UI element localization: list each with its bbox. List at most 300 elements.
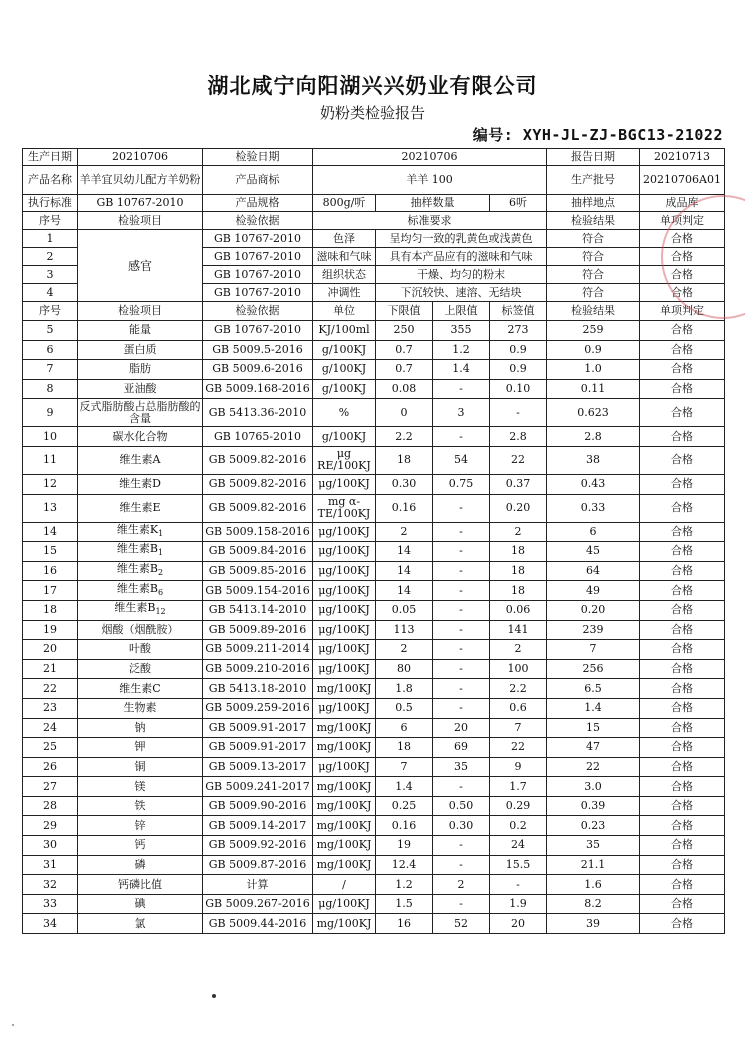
- row-item: [78, 340, 203, 360]
- row-basis: GB 5009.82-2016: [203, 446, 313, 474]
- row-lower: 250: [376, 321, 433, 341]
- row-label-value: 0.37: [490, 474, 547, 494]
- row-lower: 0.08: [376, 379, 433, 399]
- row-unit: μg/100KJ: [313, 640, 376, 660]
- table-row: [23, 494, 725, 522]
- row-upper: 0.50: [433, 796, 490, 816]
- test-date: 20210706: [313, 149, 547, 166]
- row-item-label: 钙磷比值: [118, 877, 162, 891]
- row-result: 6: [547, 522, 640, 542]
- table-row: [23, 718, 725, 738]
- row-upper: 1.4: [433, 360, 490, 380]
- row-item: [78, 474, 203, 494]
- row-no: 17: [23, 581, 78, 601]
- row-lower: 14: [376, 561, 433, 581]
- sample-qty-label: 抽样数量: [376, 195, 490, 212]
- row-result: 47: [547, 738, 640, 758]
- row-item-subscript: 1: [158, 528, 164, 538]
- row-basis: GB 5009.44-2016: [203, 914, 313, 934]
- row-upper: -: [433, 561, 490, 581]
- row-label-value: 0.9: [490, 340, 547, 360]
- row-basis: GB 10767-2010: [203, 230, 313, 248]
- row-no: 9: [23, 399, 78, 427]
- row-basis: GB 5009.91-2017: [203, 718, 313, 738]
- row-basis: GB 5413.18-2010: [203, 679, 313, 699]
- row-basis: 计算: [203, 875, 313, 895]
- row-upper: 0.30: [433, 816, 490, 836]
- row-result: 0.39: [547, 796, 640, 816]
- ink-dot: [212, 994, 216, 998]
- col-header-result: 检验结果: [547, 212, 640, 230]
- row-judgement: 合格: [640, 659, 725, 679]
- row-result: 35: [547, 836, 640, 856]
- row-upper: -: [433, 581, 490, 601]
- row-label-value: 18: [490, 542, 547, 562]
- row-basis: GB 5009.211-2014: [203, 640, 313, 660]
- inspection-table: [22, 148, 725, 934]
- row-upper: 54: [433, 446, 490, 474]
- row-result: 0.43: [547, 474, 640, 494]
- table-row: [23, 738, 725, 758]
- row-upper: -: [433, 542, 490, 562]
- col-header-judge: 单项判定: [640, 302, 725, 321]
- batch: 20210706A01: [640, 166, 725, 195]
- row-result: 1.4: [547, 698, 640, 718]
- row-unit: g/100KJ: [313, 379, 376, 399]
- document-number: 编号: XYH-JL-ZJ-BGC13-21022: [472, 126, 723, 144]
- row-lower: 0.5: [376, 698, 433, 718]
- info-row-1: [23, 149, 725, 166]
- row-basis: GB 5009.82-2016: [203, 494, 313, 522]
- row-item-label: 铜: [134, 759, 146, 773]
- row-item-label: 维生素C: [119, 681, 161, 695]
- row-label-value: -: [490, 399, 547, 427]
- row-label-value: 2.8: [490, 427, 547, 447]
- row-upper: -: [433, 494, 490, 522]
- row-no: 1: [23, 230, 78, 248]
- row-basis: GB 5009.91-2017: [203, 738, 313, 758]
- main-header-row: [23, 302, 725, 321]
- col-header-no: 序号: [23, 302, 78, 321]
- row-label-value: 22: [490, 446, 547, 474]
- table-row: [23, 561, 725, 581]
- row-label-value: 0.10: [490, 379, 547, 399]
- row-lower: 1.8: [376, 679, 433, 699]
- row-upper: 69: [433, 738, 490, 758]
- row-label-value: 15.5: [490, 855, 547, 875]
- row-judgement: 合格: [640, 474, 725, 494]
- row-item: [78, 542, 203, 562]
- brand: 羊羊 100: [313, 166, 547, 195]
- row-judgement: 合格: [640, 284, 725, 302]
- row-no: 23: [23, 698, 78, 718]
- row-item-label: 生物素: [123, 701, 157, 715]
- row-lower: 0.7: [376, 340, 433, 360]
- row-upper: -: [433, 659, 490, 679]
- row-item: [78, 816, 203, 836]
- row-judgement: 合格: [640, 427, 725, 447]
- row-item: [78, 620, 203, 640]
- row-no: 28: [23, 796, 78, 816]
- row-unit: μg/100KJ: [313, 894, 376, 914]
- row-unit: μg/100KJ: [313, 474, 376, 494]
- row-result: 1.6: [547, 875, 640, 895]
- row-lower: 1.2: [376, 875, 433, 895]
- report-date: 20210713: [640, 149, 725, 166]
- table-row: [23, 360, 725, 380]
- row-upper: 0.75: [433, 474, 490, 494]
- table-row: [23, 427, 725, 447]
- row-unit: μg/100KJ: [313, 522, 376, 542]
- row-basis: GB 5413.14-2010: [203, 600, 313, 620]
- row-item: [78, 399, 203, 427]
- row-unit: %: [313, 399, 376, 427]
- spec-label: 产品规格: [203, 195, 313, 212]
- row-no: 26: [23, 757, 78, 777]
- row-lower: 0.30: [376, 474, 433, 494]
- row-item-label: 钾: [134, 740, 146, 754]
- row-lower: 2: [376, 640, 433, 660]
- row-item: [78, 738, 203, 758]
- row-result: 15: [547, 718, 640, 738]
- row-no: 31: [23, 855, 78, 875]
- row-label-value: 100: [490, 659, 547, 679]
- row-upper: 52: [433, 914, 490, 934]
- row-lower: 12.4: [376, 855, 433, 875]
- table-row: [23, 600, 725, 620]
- row-judgement: 合格: [640, 561, 725, 581]
- row-no: 22: [23, 679, 78, 699]
- row-unit: mg/100KJ: [313, 796, 376, 816]
- row-upper: 1.2: [433, 340, 490, 360]
- row-basis: GB 5009.92-2016: [203, 836, 313, 856]
- row-unit: mg/100KJ: [313, 777, 376, 797]
- row-unit: mg α-TE/100KJ: [313, 494, 376, 522]
- row-item-label: 脂肪: [129, 362, 151, 376]
- row-result: 2.8: [547, 427, 640, 447]
- row-result: 6.5: [547, 679, 640, 699]
- row-item: [78, 427, 203, 447]
- row-basis: GB 5009.5-2016: [203, 340, 313, 360]
- row-judgement: 合格: [640, 522, 725, 542]
- col-header-item: 检验项目: [78, 212, 203, 230]
- row-item-label: 叶酸: [129, 642, 151, 656]
- row-result: 符合: [547, 266, 640, 284]
- row-item: [78, 522, 203, 542]
- table-row: [23, 698, 725, 718]
- row-judgement: 合格: [640, 494, 725, 522]
- row-lower: 0: [376, 399, 433, 427]
- row-result: 21.1: [547, 855, 640, 875]
- sample-loc-label: 抽样地点: [547, 195, 640, 212]
- row-judgement: 合格: [640, 360, 725, 380]
- row-no: 11: [23, 446, 78, 474]
- row-basis: GB 10767-2010: [203, 284, 313, 302]
- row-item: [78, 796, 203, 816]
- row-basis: GB 5009.90-2016: [203, 796, 313, 816]
- row-result: 符合: [547, 248, 640, 266]
- table-row: [23, 777, 725, 797]
- row-judgement: 合格: [640, 914, 725, 934]
- row-result: 38: [547, 446, 640, 474]
- row-item: [78, 379, 203, 399]
- row-no: 33: [23, 894, 78, 914]
- row-unit: μg/100KJ: [313, 581, 376, 601]
- row-judgement: 合格: [640, 542, 725, 562]
- row-judgement: 合格: [640, 640, 725, 660]
- row-judgement: 合格: [640, 581, 725, 601]
- row-item: [78, 757, 203, 777]
- row-unit: mg/100KJ: [313, 836, 376, 856]
- row-no: 20: [23, 640, 78, 660]
- report-title: 奶粉类检验报告: [319, 104, 425, 122]
- table-row: [23, 679, 725, 699]
- row-unit: mg/100KJ: [313, 855, 376, 875]
- row-label-value: 0.06: [490, 600, 547, 620]
- row-item-label: 反式脂肪酸占总脂肪酸的含量: [79, 399, 201, 425]
- row-unit: mg/100KJ: [313, 679, 376, 699]
- row-basis: GB 10765-2010: [203, 427, 313, 447]
- row-label-value: 2: [490, 522, 547, 542]
- table-row: [23, 474, 725, 494]
- report-date-label: 报告日期: [547, 149, 640, 166]
- row-label-value: 0.6: [490, 698, 547, 718]
- row-judgement: 合格: [640, 757, 725, 777]
- row-item: [78, 894, 203, 914]
- row-unit: μg/100KJ: [313, 561, 376, 581]
- row-upper: -: [433, 379, 490, 399]
- row-item-label: 能量: [129, 323, 151, 337]
- row-result: 239: [547, 620, 640, 640]
- row-item: [78, 360, 203, 380]
- row-label-value: 1.7: [490, 777, 547, 797]
- row-unit: μg/100KJ: [313, 600, 376, 620]
- sensory-aspect: 滋味和气味: [313, 248, 376, 266]
- row-no: 15: [23, 542, 78, 562]
- sensory-category: 感官: [78, 230, 203, 302]
- row-lower: 7: [376, 757, 433, 777]
- row-result: 49: [547, 581, 640, 601]
- sensory-header-row: [23, 212, 725, 230]
- row-item: [78, 561, 203, 581]
- row-lower: 0.16: [376, 494, 433, 522]
- row-item-label: 维生素A: [119, 453, 161, 467]
- row-lower: 6: [376, 718, 433, 738]
- row-lower: 80: [376, 659, 433, 679]
- col-header-basis: 检验依据: [203, 302, 313, 321]
- row-item: [78, 679, 203, 699]
- row-judgement: 合格: [640, 230, 725, 248]
- row-no: 34: [23, 914, 78, 934]
- standard: GB 10767-2010: [78, 195, 203, 212]
- row-judgement: 合格: [640, 855, 725, 875]
- row-item-label: 碳水化合物: [112, 429, 168, 443]
- row-label-value: 0.9: [490, 360, 547, 380]
- row-result: 22: [547, 757, 640, 777]
- table-row: [23, 446, 725, 474]
- row-upper: -: [433, 836, 490, 856]
- row-item-subscript: 6: [158, 587, 164, 597]
- table-row: [23, 620, 725, 640]
- row-unit: μg/100KJ: [313, 542, 376, 562]
- row-lower: 16: [376, 914, 433, 934]
- row-basis: GB 5009.210-2016: [203, 659, 313, 679]
- product-name: 羊羊宜贝幼儿配方羊奶粉: [78, 166, 203, 195]
- table-row: [23, 836, 725, 856]
- row-unit: g/100KJ: [313, 360, 376, 380]
- row-unit: μg RE/100KJ: [313, 446, 376, 474]
- sensory-requirement: 具有本产品应有的滋味和气味: [376, 248, 547, 266]
- table-row: [23, 340, 725, 360]
- row-no: 6: [23, 340, 78, 360]
- row-item: [78, 777, 203, 797]
- row-result: 8.2: [547, 894, 640, 914]
- company-name: 湖北咸宁向阳湖兴兴奶业有限公司: [207, 74, 538, 98]
- row-unit: /: [313, 875, 376, 895]
- row-no: 7: [23, 360, 78, 380]
- row-judgement: 合格: [640, 698, 725, 718]
- row-no: 5: [23, 321, 78, 341]
- row-basis: GB 5009.85-2016: [203, 561, 313, 581]
- row-item-label: 维生素E: [119, 501, 161, 515]
- row-result: 符合: [547, 230, 640, 248]
- row-basis: GB 10767-2010: [203, 248, 313, 266]
- row-upper: -: [433, 777, 490, 797]
- row-judgement: 合格: [640, 600, 725, 620]
- row-result: 3.0: [547, 777, 640, 797]
- row-basis: GB 5009.13-2017: [203, 757, 313, 777]
- row-item-label: 维生素K: [116, 522, 159, 536]
- col-header-unit: 单位: [313, 302, 376, 321]
- row-upper: 355: [433, 321, 490, 341]
- row-upper: -: [433, 855, 490, 875]
- row-label-value: 141: [490, 620, 547, 640]
- row-no: 32: [23, 875, 78, 895]
- row-result: 0.11: [547, 379, 640, 399]
- sensory-aspect: 色泽: [313, 230, 376, 248]
- row-lower: 18: [376, 446, 433, 474]
- sample-loc: 成品库: [640, 195, 725, 212]
- row-item-label: 维生素B: [114, 601, 156, 615]
- row-no: 13: [23, 494, 78, 522]
- row-judgement: 合格: [640, 718, 725, 738]
- row-item-label: 钙: [134, 838, 146, 852]
- table-row: [23, 640, 725, 660]
- row-judgement: 合格: [640, 796, 725, 816]
- row-item: [78, 446, 203, 474]
- table-row: [23, 542, 725, 562]
- row-no: 10: [23, 427, 78, 447]
- row-item: [78, 494, 203, 522]
- col-header-label: 标签值: [490, 302, 547, 321]
- row-upper: -: [433, 894, 490, 914]
- row-judgement: 合格: [640, 777, 725, 797]
- row-result: 256: [547, 659, 640, 679]
- row-result: 7: [547, 640, 640, 660]
- row-item-label: 烟酸（烟酰胺）: [101, 622, 179, 636]
- col-header-requirement: 标准要求: [313, 212, 547, 230]
- row-item-label: 铁: [134, 799, 146, 813]
- row-item-label: 维生素B: [116, 542, 158, 556]
- row-no: 24: [23, 718, 78, 738]
- row-item: [78, 875, 203, 895]
- row-lower: 2: [376, 522, 433, 542]
- row-unit: g/100KJ: [313, 427, 376, 447]
- row-lower: 0.7: [376, 360, 433, 380]
- row-basis: GB 5009.241-2017: [203, 777, 313, 797]
- table-row: [23, 399, 725, 427]
- row-item-label: 氯: [134, 916, 146, 930]
- row-unit: mg/100KJ: [313, 914, 376, 934]
- info-row-3: [23, 195, 725, 212]
- table-row: [23, 796, 725, 816]
- row-judgement: 合格: [640, 321, 725, 341]
- col-header-basis: 检验依据: [203, 212, 313, 230]
- row-label-value: 1.9: [490, 894, 547, 914]
- row-upper: 2: [433, 875, 490, 895]
- row-label-value: 2.2: [490, 679, 547, 699]
- row-basis: GB 5009.154-2016: [203, 581, 313, 601]
- row-no: 29: [23, 816, 78, 836]
- table-row: [23, 816, 725, 836]
- row-label-value: -: [490, 875, 547, 895]
- col-header-upper: 上限值: [433, 302, 490, 321]
- row-result: 45: [547, 542, 640, 562]
- row-result: 39: [547, 914, 640, 934]
- row-lower: 1.5: [376, 894, 433, 914]
- row-no: 12: [23, 474, 78, 494]
- batch-label: 生产批号: [547, 166, 640, 195]
- row-lower: 0.16: [376, 816, 433, 836]
- row-no: 16: [23, 561, 78, 581]
- row-label-value: 0.29: [490, 796, 547, 816]
- row-basis: GB 5009.89-2016: [203, 620, 313, 640]
- sensory-row: [23, 230, 725, 248]
- row-upper: -: [433, 620, 490, 640]
- row-item: [78, 659, 203, 679]
- spec: 800g/听: [313, 195, 376, 212]
- table-row: [23, 379, 725, 399]
- row-no: 19: [23, 620, 78, 640]
- table-row: [23, 522, 725, 542]
- row-upper: -: [433, 679, 490, 699]
- row-label-value: 9: [490, 757, 547, 777]
- row-label-value: 18: [490, 581, 547, 601]
- row-no: 3: [23, 266, 78, 284]
- product-name-label: 产品名称: [23, 166, 78, 195]
- row-unit: mg/100KJ: [313, 738, 376, 758]
- row-judgement: 合格: [640, 679, 725, 699]
- row-item: [78, 836, 203, 856]
- table-row: [23, 894, 725, 914]
- sensory-requirement: 下沉较快、速溶、无结块: [376, 284, 547, 302]
- row-item-label: 磷: [134, 857, 146, 871]
- brand-label: 产品商标: [203, 166, 313, 195]
- row-upper: 20: [433, 718, 490, 738]
- row-lower: 19: [376, 836, 433, 856]
- row-item-label: 维生素B: [116, 581, 158, 595]
- table-row: [23, 914, 725, 934]
- table-row: [23, 757, 725, 777]
- row-item-label: 亚油酸: [123, 382, 157, 396]
- row-unit: μg/100KJ: [313, 659, 376, 679]
- row-judgement: 合格: [640, 266, 725, 284]
- row-basis: GB 5009.267-2016: [203, 894, 313, 914]
- row-basis: GB 5009.168-2016: [203, 379, 313, 399]
- row-result: 0.23: [547, 816, 640, 836]
- row-lower: 14: [376, 581, 433, 601]
- row-unit: mg/100KJ: [313, 718, 376, 738]
